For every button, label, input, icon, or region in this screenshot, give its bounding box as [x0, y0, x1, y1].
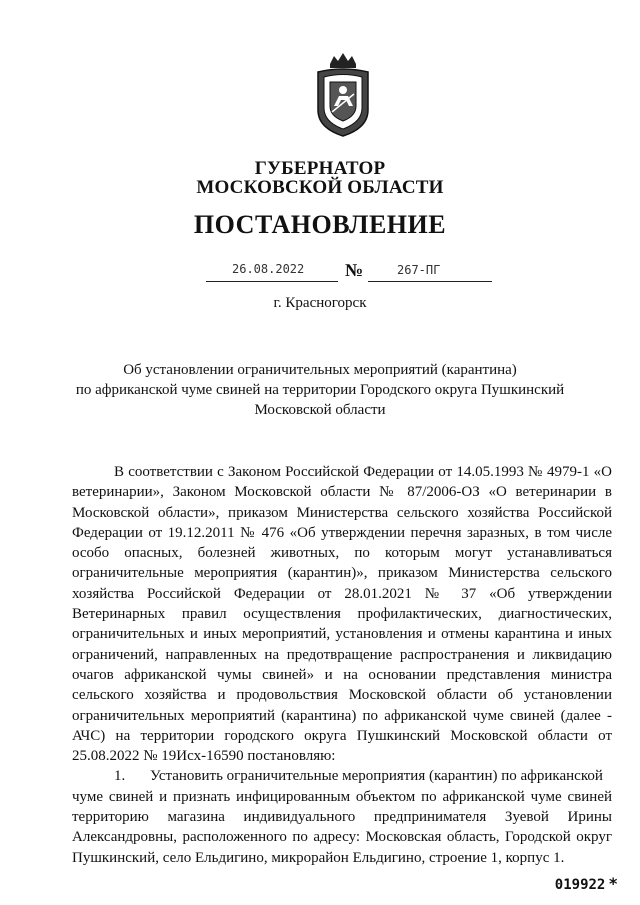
item-1-number: 1.: [114, 768, 126, 785]
document-serial: [555, 874, 618, 893]
document-body: [72, 462, 612, 868]
document-title: [60, 360, 580, 420]
document-city: г. Красногорск: [273, 295, 367, 311]
number-underline: [368, 281, 492, 282]
date-underline: [206, 281, 338, 282]
title-line-1: Об установлении ограничительных мероприятий (карантина): [123, 362, 517, 378]
item-1-paragraph: чуме свиней и признать инфицированным объектом по африканской чуме свиней территорию магазина индивидуального предпринимателя Зуевой Ирины Александровны, расположенного по адресу: Московская область, Городской округ Пушкинский, село Ельдигино, микрорайон Ельдигино, строение 1, корпус 1.: [72, 788, 612, 866]
number-sign: №: [345, 260, 364, 280]
document-date: 26.08.2022: [232, 262, 305, 276]
preamble-paragraph: В соответствии с Законом Российской Федерации от 14.05.1993 № 4979-1 «О ветеринарии», Законом Московской области № 87/2006-ОЗ «О ветеринарии в Московской области», приказом Министерства сельского хозяйства Российской Федерации от 19.12.2011 № 476 «Об утверждении перечня заразных, в том числе особо опасных, болезней животных, по которым могут устанавливаться ограничительные мероприятия (карантин)», приказом Министерства сельского хозяйства Российской Федерации от 28.01.2021 № 37 «Об утверждении Ветеринарных правил осуществления профилактических, диагностических, ограничительных и иных мероприятий, установления и отмены карантина и иных ограничений, направленных на предотвращение распространения и ликвидацию очагов африканской чумы свиней» и на основании представления министра сельского хозяйства и продовольствия Московской области об установлении ограничительных мероприятий (карантина) по африканской чуме свиней (далее - АЧС) на территории городского округа Пушкинский Московской области от 25.08.2022 № 19Исх-16590 постановляю:: [72, 464, 612, 765]
document-type: ПОСТАНОВЛЕНИЕ: [193, 210, 447, 239]
document-number: 267-ПГ: [397, 263, 441, 277]
title-line-3: Московской области: [254, 402, 386, 418]
serial-mark: *: [608, 874, 618, 893]
item-1-first-text: Установить ограничительные мероприятия (карантин) по африканской: [150, 768, 603, 785]
title-line-2: по африканской чуме свиней на территории Городского округа Пушкинский: [75, 382, 565, 398]
coat-of-arms-icon: [312, 50, 374, 138]
serial-number: 019922: [554, 877, 606, 893]
authority-line-2: МОСКОВСКОЙ ОБЛАСТИ: [196, 177, 444, 198]
item-1-first-line: [72, 766, 612, 786]
authority-line-1: ГУБЕРНАТОР: [254, 158, 386, 179]
